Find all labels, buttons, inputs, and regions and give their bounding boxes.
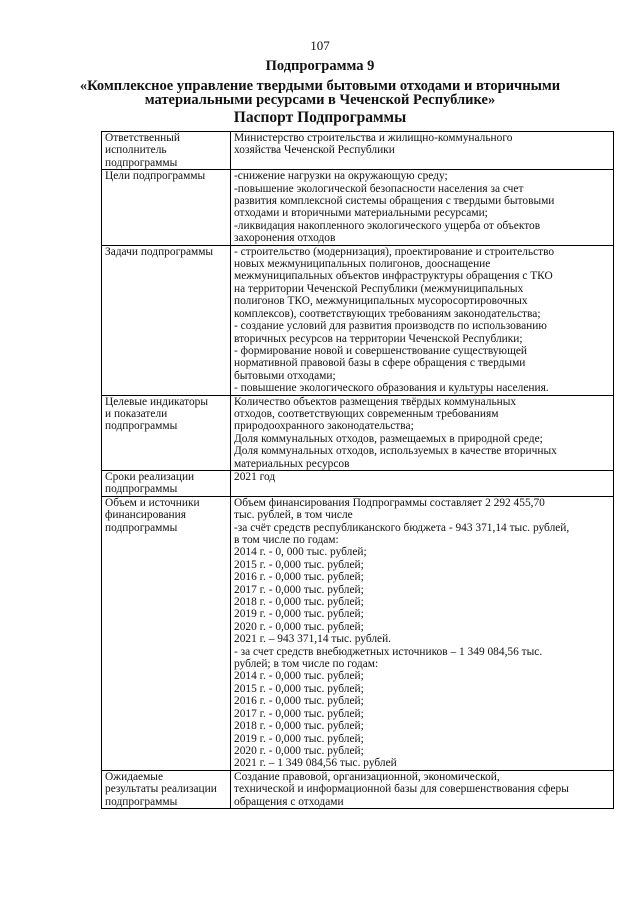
row-value-line: рублей; в том числе по годам: [234,658,379,671]
row-value-line: 2021 год [234,470,276,483]
row-label-cell [102,395,231,470]
row-label-line: исполнитель [105,144,167,157]
row-value-cell [231,170,614,245]
table-row [102,245,614,395]
row-value-line: 2019 г. - 0,000 тыс. рублей; [234,608,364,621]
row-value-line: Доля коммунальных отходов, размещаемых в природной среде; [234,432,543,445]
row-value-line: материальных ресурсов [234,457,350,470]
row-label-line: подпрограммы [105,521,178,534]
row-value-cell [231,245,614,395]
row-value-cell [231,470,614,496]
row-label-line: Цели подпрограммы [105,170,206,183]
program-name-line-1: «Комплексное управление твердыми бытовыми отходами и вторичными [79,78,561,94]
row-value-line: полигонов ТКО, межмуниципальных мусоросортировочных [234,295,528,308]
row-label-cell [102,470,231,496]
row-value-line: - создание условий для развития производств по использованию [234,320,547,333]
row-value-line: -снижение нагрузки на окружающую среду; [234,170,448,183]
row-value-line: Объем финансирования Подпрограммы составляет 2 292 455,70 [234,496,545,509]
row-value-line: 2015 г. - 0,000 тыс. рублей; [234,682,364,695]
row-label-line: Задачи подпрограммы [105,245,214,258]
row-value-line: - за счет средств внебюджетных источников – 1 349 084,56 тыс. [234,645,543,658]
row-value-line: -ликвидация накопленного экологического ущерба от объектов [234,219,541,232]
row-label-line: результаты реализации [105,783,217,796]
row-value-line: 2020 г. - 0,000 тыс. рублей; [234,620,364,633]
row-label-line: Объем и источники [105,496,200,509]
row-value-line: Создание правовой, организационной, экономической, [234,770,500,783]
row-value-line: 2018 г. - 0,000 тыс. рублей; [234,720,364,733]
row-value-line: отходами и вторичными материальными ресурсами; [234,207,488,220]
row-value-line: 2014 г. - 0,000 тыс. рублей; [234,670,364,683]
row-label-line: Сроки реализации [105,470,195,483]
program-name-line-2: материальными ресурсами в Чеченской Республике» [144,92,496,108]
row-value-line: хозяйства Чеченской Республики [234,144,395,157]
row-label-line: подпрограммы [105,156,178,169]
row-label-line: подпрограммы [105,420,178,433]
table-row [102,395,614,470]
row-value-line: 2017 г. - 0,000 тыс. рублей; [234,707,364,720]
row-value-line: новых межмуниципальных полигонов, дооснащение [234,258,491,271]
row-value-line: отходов, соответствующих современным требованиям [234,407,499,420]
row-value-line: -повышение экологической безопасности населения за счет [234,182,524,195]
row-label-cell [102,496,231,770]
row-value-line: Министерство строительства и жилищно-коммунального [234,132,513,144]
row-value-cell [231,132,614,170]
row-label-line: подпрограммы [105,795,178,808]
row-value-line: бытовыми отходами; [234,369,336,382]
row-label-cell [102,245,231,395]
table-row [102,132,614,170]
program-title: Подпрограмма 9 [265,58,375,74]
row-value-line: Количество объектов размещения твёрдых коммунальных [234,395,517,408]
row-value-line: нормативной правовой базы в сфере обращения с твердыми [234,357,526,370]
row-value-line: в том числе по годам: [234,534,339,546]
row-value-line: 2021 г. – 1 349 084,56 тыс. рублей [234,757,397,770]
passport-table [101,131,614,809]
row-label-line: Целевые индикаторы [105,395,209,408]
row-value-line: 2016 г. - 0,000 тыс. рублей; [234,571,364,584]
row-value-line: 2017 г. - 0,000 тыс. рублей; [234,583,364,596]
row-label-line: финансирования [105,509,186,522]
page-number: 107 [310,38,330,53]
row-value-line: технической и информационной базы для совершенствования сферы [234,783,569,796]
row-value-line: на территории Чеченской Республики (межмуниципальных [234,282,524,295]
row-label-cell [102,770,231,808]
row-label-line: подпрограммы [105,483,178,496]
row-value-line: 2021 г. – 943 371,14 тыс. рублей. [234,633,392,646]
row-value-line: комплексов), соответствующих требованиям законодательства; [234,307,541,320]
passport-table-body [102,132,614,809]
row-value-line: Доля коммунальных отходов, используемых в качестве вторичных [234,445,557,458]
table-row [102,470,614,496]
row-value-line: - повышение экологического образования и культуры населения. [234,382,549,395]
row-value-line: захоронения отходов [234,232,336,245]
row-value-line: обращения с отходами [234,795,344,808]
row-value-line: 2016 г. - 0,000 тыс. рублей; [234,695,364,708]
table-row [102,770,614,808]
table-row [102,496,614,770]
row-label-cell [102,132,231,170]
row-value-line: вторичных ресурсов на территории Чеченской Республики; [234,332,523,345]
row-value-line: 2019 г. - 0,000 тыс. рублей; [234,732,364,745]
row-value-line: межмуниципальных объектов инфраструктуры обращения с ТКО [234,270,553,283]
table-row [102,170,614,245]
row-value-line: 2018 г. - 0,000 тыс. рублей; [234,596,364,609]
row-label-line: Ожидаемые [105,770,164,783]
row-value-line: природоохранного законодательства; [234,420,414,433]
row-value-line: развития комплексной системы обращения с твердыми бытовыми [234,195,555,208]
passport-title: Паспорт Подпрограммы [233,109,407,126]
row-value-line: -за счёт средств республиканского бюджета - 943 371,14 тыс. рублей, [234,521,570,534]
row-label-line: Ответственный [105,132,181,144]
row-label-line: и показатели [105,407,168,420]
row-value-cell [231,395,614,470]
row-value-line: - строительство (модернизация), проектирование и строительство [234,245,555,258]
row-value-line: - формирование новой и совершенствование существующей [234,344,527,357]
row-value-line: 2020 г. - 0,000 тыс. рублей; [234,744,364,757]
row-value-cell [231,496,614,770]
row-label-cell [102,170,231,245]
row-value-line: тыс. рублей, в том числе [234,509,353,522]
row-value-line: 2014 г. - 0, 000 тыс. рублей; [234,546,367,559]
row-value-line: 2015 г. - 0,000 тыс. рублей; [234,558,364,571]
row-value-cell [231,770,614,808]
